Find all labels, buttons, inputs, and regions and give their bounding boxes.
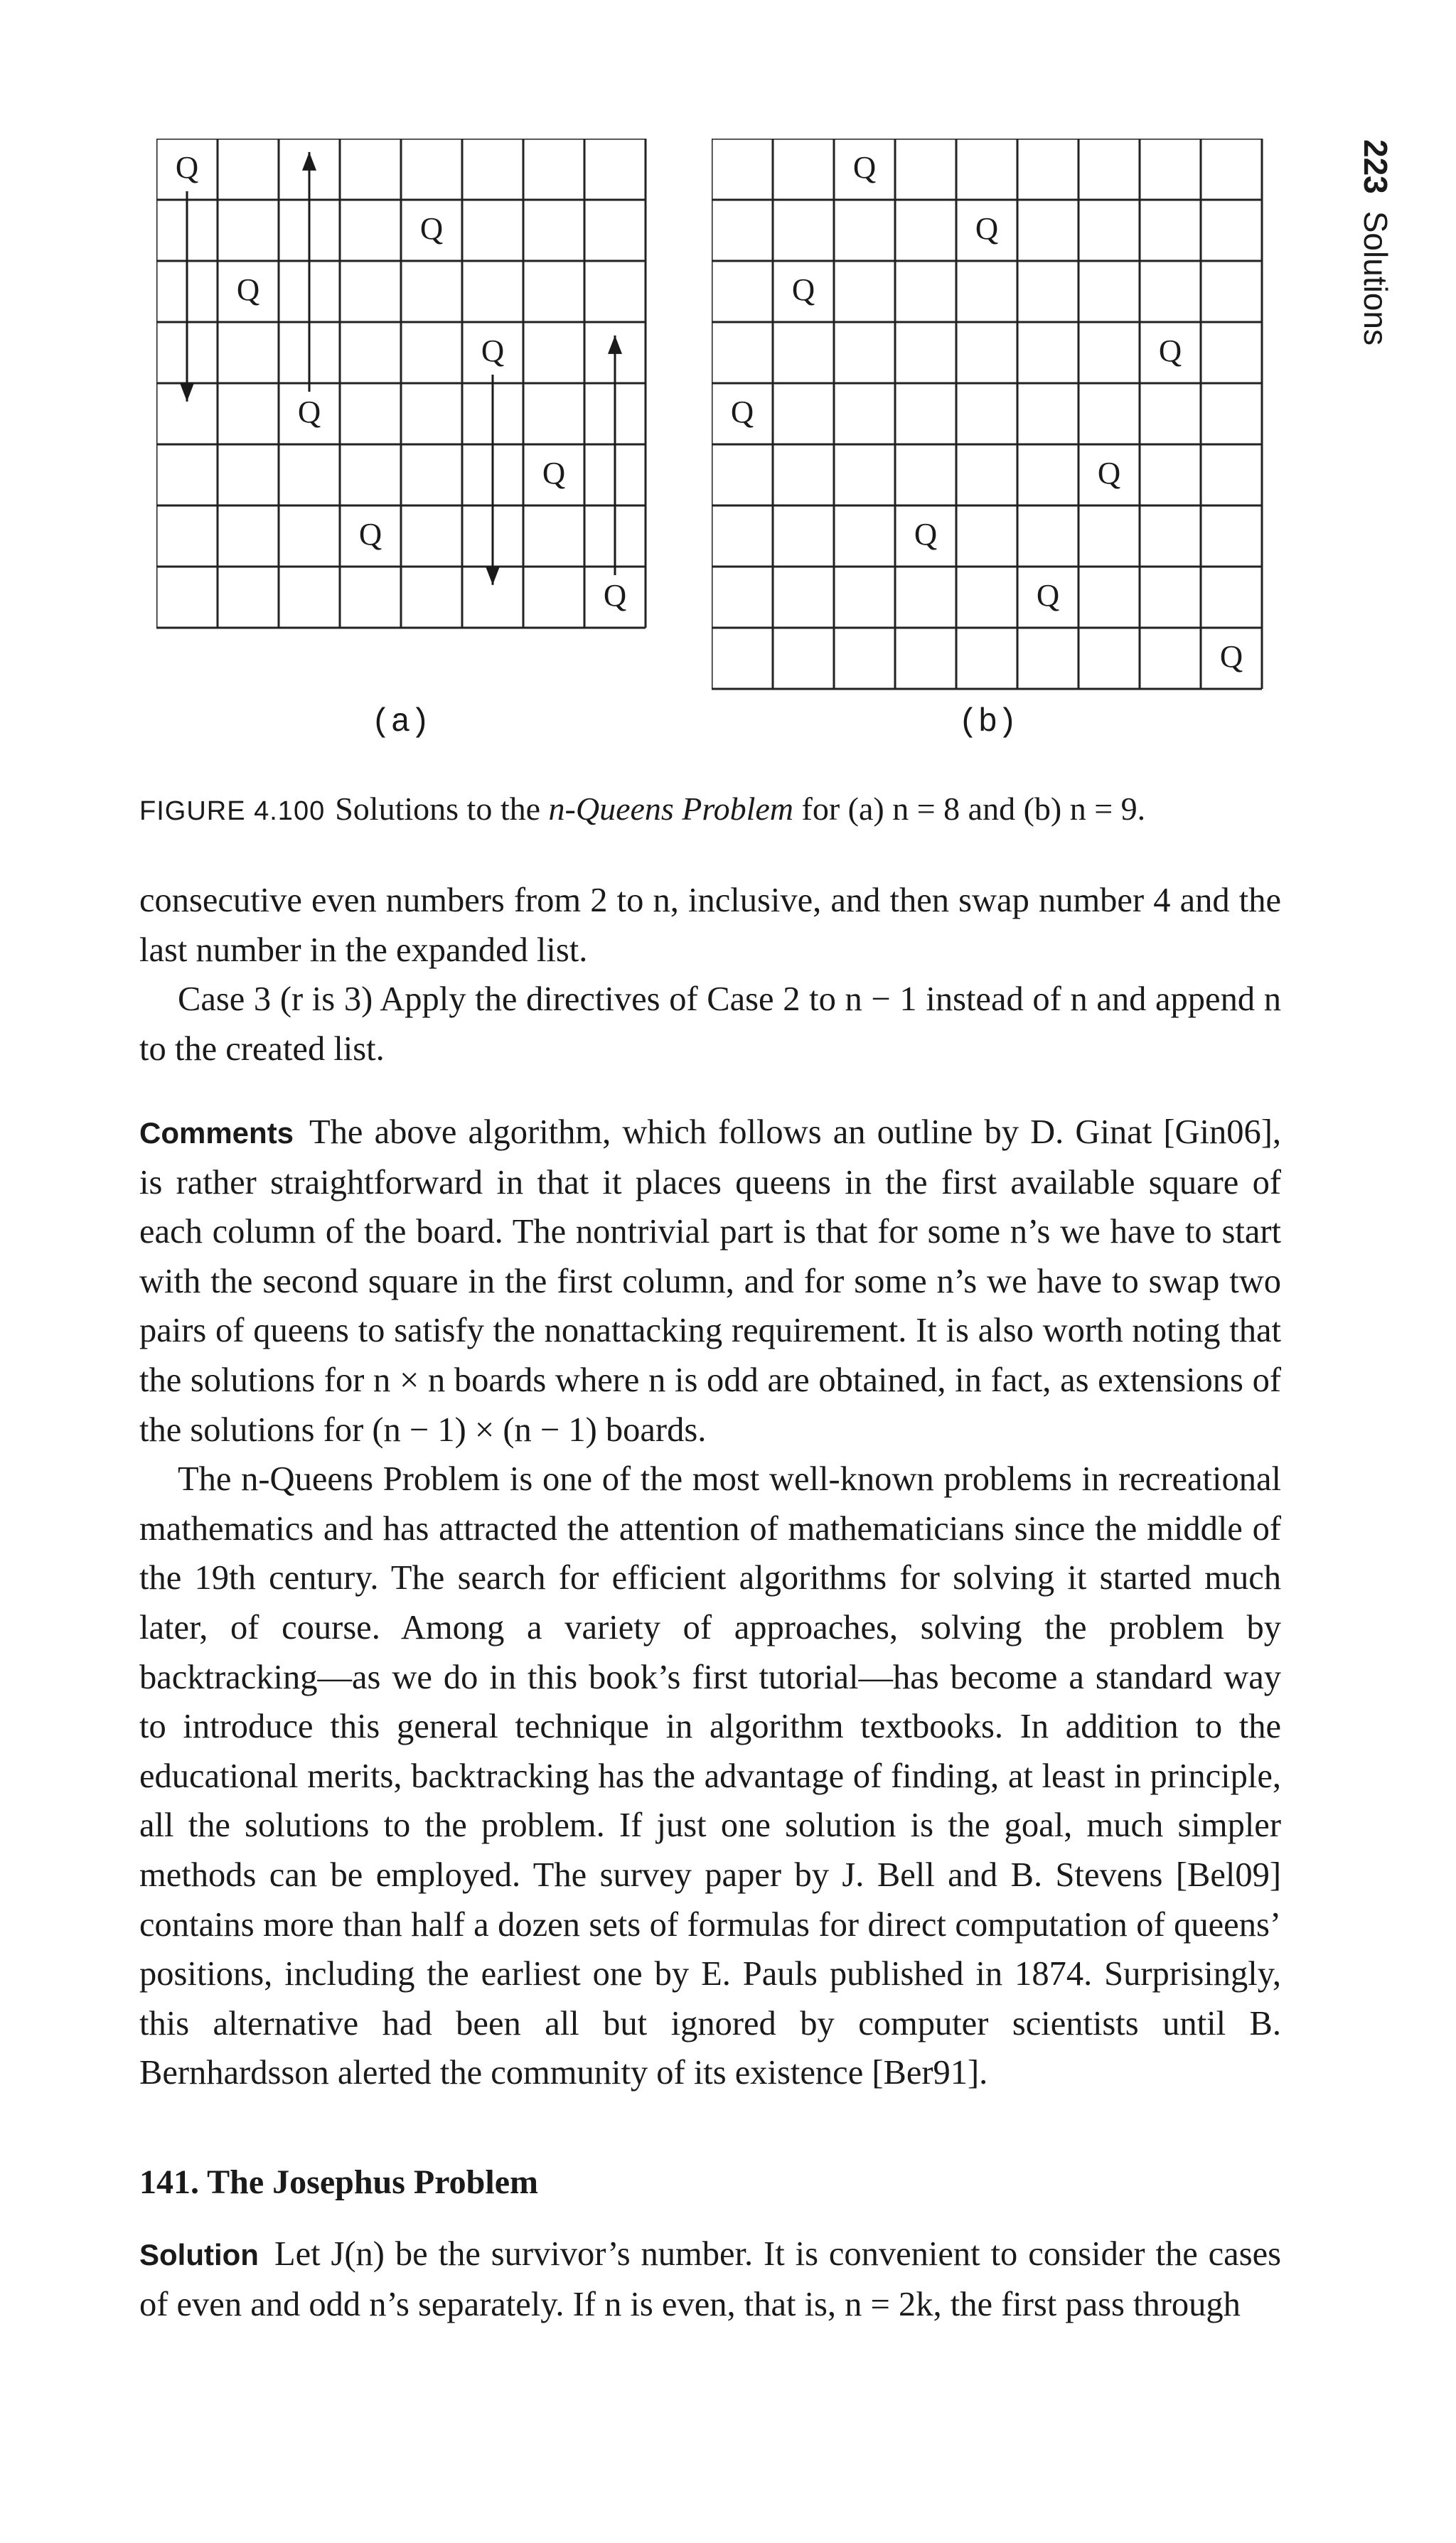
board-b-queen: Q — [852, 149, 877, 186]
chessboard-b — [712, 139, 1263, 690]
board-b-queen: Q — [1219, 638, 1243, 675]
board-a-queen: Q — [236, 272, 260, 308]
board-b-queen: Q — [730, 394, 754, 430]
board-a-queen: Q — [358, 516, 382, 552]
board-a-queen: Q — [542, 455, 566, 491]
board-a-queen: Q — [603, 577, 627, 614]
board-b-queen: Q — [914, 516, 938, 552]
figure-label: FIGURE 4.100 — [139, 796, 326, 826]
board-a-queen: Q — [481, 333, 505, 369]
section-heading: 141. The Josephus Problem — [139, 2163, 538, 2201]
caption-text-after: for (a) n = 8 and (b) n = 9. — [793, 791, 1146, 827]
caption-text-before: Solutions to the — [335, 791, 549, 827]
body-top — [139, 876, 1281, 1074]
board-a-queen: Q — [175, 149, 199, 186]
josephus-heading-block — [139, 2158, 1281, 2207]
board-b-label: (b) — [958, 704, 1017, 741]
comments-block — [139, 1108, 1281, 2098]
board-a-label: (a) — [371, 704, 430, 741]
board-a-queen: Q — [419, 210, 444, 247]
paragraph-1: consecutive even numbers from 2 to n, inclusive, and then swap number 4 and the last number in the expanded list. — [139, 882, 1281, 969]
board-b-queen: Q — [1036, 577, 1060, 614]
section-name: Solutions — [1357, 210, 1394, 346]
page-number: 223 — [1357, 139, 1394, 194]
solution-label: Solution — [139, 2238, 259, 2271]
board-b-queen: Q — [791, 272, 815, 308]
paragraph-4: The n-Queens Problem is one of the most well-known problems in recreational mathematics and has attracted the attention of mathematicians since the middle of the 19th century. The search for efficient algorithms for solving it started much later, of course. Among a variety of approaches, solving the problem by backtracking—as we do in this book’s first tutorial—has become a standard way to introduce this general technique in algorithm textbooks. In addition to the educational merits, backtracking has the advantage of finding, at least in principle, all the solutions to the problem. If just one solution is the goal, much simpler methods can be employed. The survey paper by J. Bell and B. Stevens [Bel09] contains more than half a dozen sets of formulas for direct computation of queens’ positions, including the earliest one by E. Pauls published in 1874. Surprisingly, this alternative had been all but ignored by computer scientists until B. Bernhardsson alerted the community of its existence [Ber91]. — [139, 1460, 1281, 2092]
chessboard-a — [156, 139, 647, 629]
running-header — [1356, 139, 1395, 346]
paragraph-2: Case 3 (r is 3) Apply the directives of Case 2 to n − 1 instead of n and append n to the created list. — [139, 980, 1281, 1068]
board-a-arrow-head — [486, 567, 500, 585]
board-b-queen: Q — [1158, 333, 1182, 369]
board-a-queen: Q — [297, 394, 321, 430]
figure-caption — [139, 788, 1305, 833]
board-a-arrow-head — [608, 336, 622, 354]
comments-label: Comments — [139, 1116, 294, 1150]
caption-italic-title: n-Queens Problem — [548, 791, 794, 827]
paragraph-5: Let J(n) be the survivor’s number. It is convenient to consider the cases of even and odd n’s separately. If n is even, that is, n = 2k, the first pass through — [139, 2235, 1281, 2323]
board-b-queen: Q — [975, 210, 999, 247]
board-a-arrow-head — [180, 383, 194, 402]
board-b-queen: Q — [1097, 455, 1121, 491]
solution-block — [139, 2229, 1281, 2329]
paragraph-3: The above algorithm, which follows an outline by D. Ginat [Gin06], is rather straightforward in that it places queens in the first available square of each column of the board. The nontrivial part is that for some n’s we have to start with the second square in the first column, and for some n’s we have to swap two pairs of queens to satisfy the nonattacking requirement. It is also worth noting that the solutions for n × n boards where n is odd are obtained, in fact, as extensions of the solutions for (n − 1) × (n − 1) boards. — [139, 1113, 1281, 1449]
board-a-arrow-head — [302, 152, 316, 171]
